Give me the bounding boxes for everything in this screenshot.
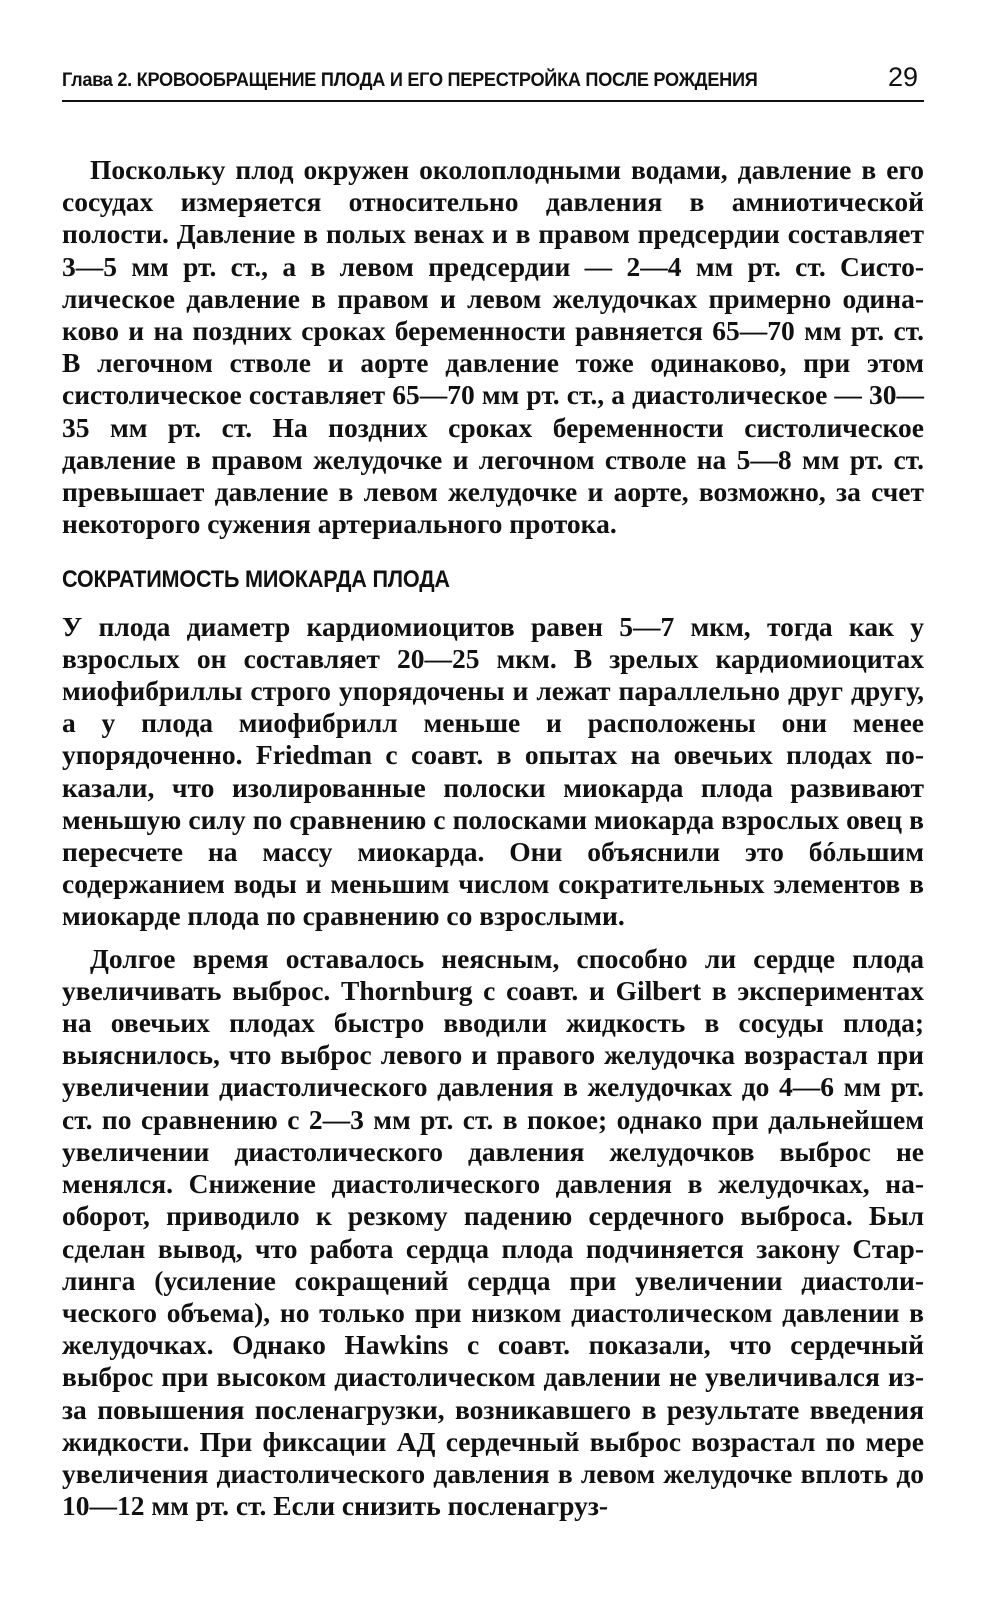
paragraph-cardiac-output: Долгое время оставалось неясным, способно ли сердце плода увеличивать выброс. Thornburg с соавт. и Gilbert в экспериментах на овечьих плодах быстро вводили жидкость в сосуды плода; выяснилось, что выброс левого и правого желудочка возрастал при увеличении диастолического давления в желудочках до 4—6 мм рт. ст. по сравнению с 2—3 мм рт. ст. в покое; однако при дальнейшем увеличении диастолического давления желудочков выброс не менялся. Снижение диастолического давления в желудочках, наоборот, приводило к резкому падению сердечного выброса. Был сделан вывод, что работа сердца плода подчиняется закону Старлинга (усиление сокращений сердца при увеличении диастолического объема), но только при низком диастолическом давлении в желудочках. Однако Hawkins с соавт. показали, что сердечный выброс при высоком диастолическом давлении не увеличивался из-за повышения посленагрузки, возникавшего в результате введения жидкости. При фиксации АД сердечный выброс возрастал по мере увеличения диастолического давления в левом желудочке вплоть до 10—12 мм рт. ст. Если снизить посленагруз- — [62, 942, 924, 1522]
paragraph-cardiomyocytes: У плода диаметр кардиомиоцитов равен 5—7 мкм, тогда как у взрослых он составляет 20—25 мкм. В зрелых кардиомиоцитах миофибриллы строго упорядочены и лежат параллельно друг другу, а у плода миофибрилл меньше и расположены они менее упорядоченно. Friedman с соавт. в опытах на овечьих плодах показали, что изолированные полоски миокарда плода развивают меньшую силу по сравнению с полосками миокарда взрослых овец в пересчете на массу миокарда. Они объяснили это бóльшим содержанием воды и меньшим числом сократительных элементов в миокарде плода по сравнению со взрослыми. — [62, 610, 924, 932]
body-text — [62, 154, 924, 1522]
section-heading: СОКРАТИМОСТЬ МИОКАРДА ПЛОДА — [62, 566, 450, 594]
book-page — [62, 40, 924, 1522]
running-header — [62, 40, 924, 102]
chapter-title: Глава 2. КРОВООБРАЩЕНИЕ ПЛОДА И ЕГО ПЕРЕСТРОЙКА ПОСЛЕ РОЖДЕНИЯ — [62, 69, 758, 91]
paragraph-pressure: Поскольку плод окружен околоплодными водами, давление в его сосудах измеряется относительно давления в амниотической полости. Давление в полых венах и в правом предсердии составляет 3—5 мм рт. ст., а в левом предсердии — 2—4 мм рт. ст. Систолическое давление в правом и левом желудочках примерно одинаково и на поздних сроках беременности равняется 65—70 мм рт. ст. В легочном стволе и аорте давление тоже одинаково, при этом систолическое составляет 65—70 мм рт. ст., а диастолическое — 30—35 мм рт. ст. На поздних сроках беременности систолическое давление в правом желудочке и легочном стволе на 5—8 мм рт. ст. превышает давление в левом желудочке и аорте, возможно, за счет некоторого сужения артериального протока. — [62, 154, 924, 540]
page-number: 29 — [887, 62, 918, 92]
